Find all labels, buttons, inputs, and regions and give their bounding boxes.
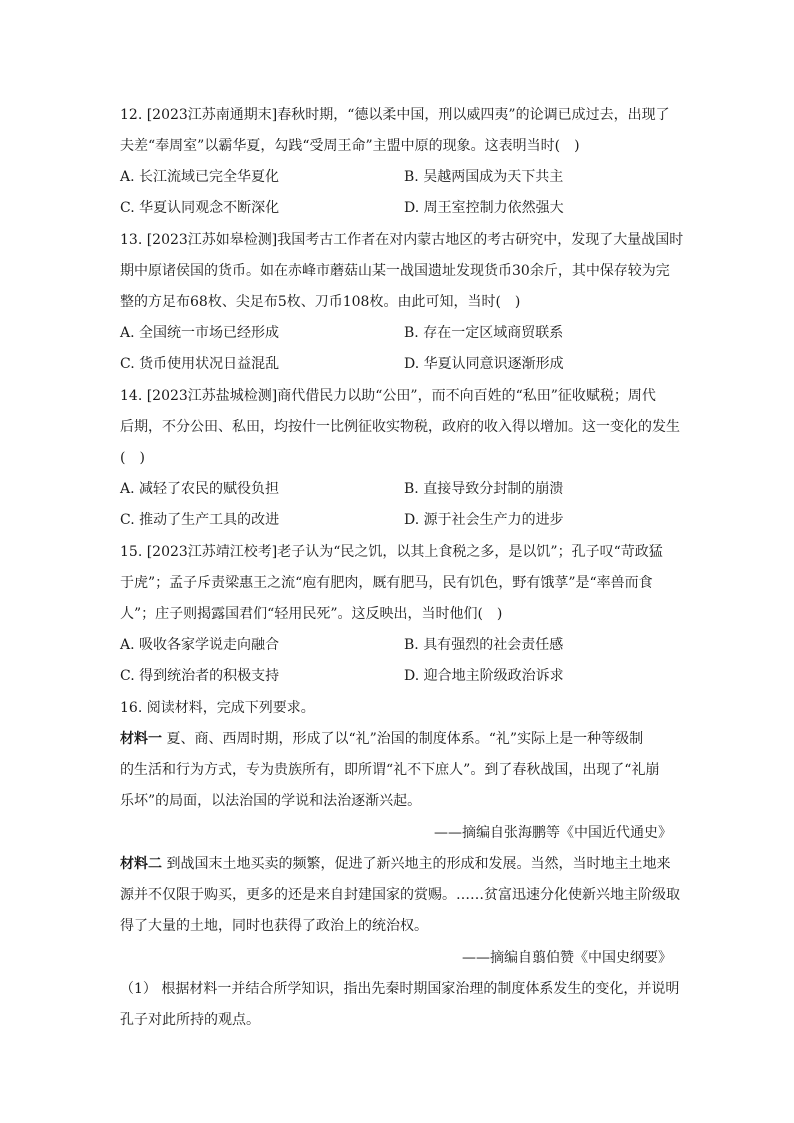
q12-option-a: A. 长江流域已完全华夏化 <box>120 169 280 185</box>
q14-option-a: A. 减轻了农民的赋役负担 <box>120 481 280 497</box>
q14-option-b: B. 直接导致分封制的崩溃 <box>404 481 564 497</box>
q16-sub1-line1: （1） 根据材料一并结合所学知识，指出先秦时期国家治理的制度体系发生的变化，并说明 <box>120 981 680 997</box>
q13-option-a: A. 全国统一市场已经形成 <box>120 325 280 341</box>
q15-option-d: D. 迎合地主阶级政治诉求 <box>404 668 564 684</box>
q14-stem-line1: 14. [2023江苏盐城检测]商代借民力以助“公田”，而不向百姓的“私田”征收赋税；周代 <box>120 388 656 404</box>
q14-stem-line2: 后期，不分公田、私田，均按什一比例征收实物税，政府的收入得以增加。这一变化的发生 <box>120 419 680 435</box>
q14-option-c: C. 推动了生产工具的改进 <box>120 512 280 528</box>
q13-stem-line1: 13. [2023江苏如皋检测]我国考古工作者在对内蒙古地区的考古研究中，发现了大量战国时 <box>120 232 684 248</box>
q12-option-c: C. 华夏认同观念不断深化 <box>120 200 280 216</box>
q15-stem-line2: 于虎”；孟子斥责梁惠王之流“庖有肥肉，厩有肥马，民有饥色，野有饿莩”是“率兽而食 <box>120 575 653 591</box>
q16-material1-source: ——摘编自张海鹏等《中国近代通史》 <box>434 825 672 841</box>
q14-stem-line3: ( ) <box>120 450 145 466</box>
q16-material2-line1 <box>120 853 670 873</box>
q14-option-d: D. 源于社会生产力的进步 <box>404 512 564 528</box>
q16-sub1-line2: 孔子对此所持的观点。 <box>120 1012 260 1028</box>
material1-label: 材料一 <box>120 731 162 747</box>
q12-option-d: D. 周王室控制力依然强大 <box>404 200 564 216</box>
q15-option-c: C. 得到统治者的积极支持 <box>120 668 280 684</box>
q15-stem-line1: 15. [2023江苏靖江校考]老子认为“民之饥，以其上食税之多，是以饥”；孔子叹“苛政猛 <box>120 544 663 560</box>
material2-text: 到战国末土地买卖的频繁，促进了新兴地主的形成和发展。当然，当时地主土地来 <box>162 856 671 872</box>
q13-option-d: D. 华夏认同意识逐渐形成 <box>404 356 564 372</box>
q13-option-c: C. 货币使用状况日益混乱 <box>120 356 280 372</box>
material2-label: 材料二 <box>120 856 162 872</box>
q16-material1-line1 <box>120 728 643 748</box>
q12-option-b: B. 吴越两国成为天下共主 <box>404 169 564 185</box>
q15-option-b: B. 具有强烈的社会责任感 <box>404 637 564 653</box>
q16-material2-line3: 得了大量的土地，同时也获得了政治上的统治权。 <box>120 918 428 934</box>
q16-material2-source: ——摘编自翦伯赞《中国史纲要》 <box>462 950 672 966</box>
q12-stem-line1: 12. [2023江苏南通期末]春秋时期，“德以柔中国，刑以威四夷”的论调已成过去，出现了 <box>120 107 670 123</box>
q15-stem-line3: 人”；庄子则揭露国君们“轻用民死”。这反映出，当时他们( ) <box>120 606 503 622</box>
q16-material1-line3: 乐坏”的局面，以法治国的学说和法治逐渐兴起。 <box>120 793 422 809</box>
q13-stem-line3: 整的方足布68枚、尖足布5枚、刀币108枚。由此可知，当时( ) <box>120 294 521 310</box>
q12-stem-line2: 夫差“奉周室”以霸华夏，勾践“受周王命”主盟中原的现象。这表明当时( ) <box>120 138 580 154</box>
q13-option-b: B. 存在一定区域商贸联系 <box>404 325 564 341</box>
q13-stem-line2: 期中原诸侯国的货币。如在赤峰市蘑菇山某一战国遗址发现货币30余斤，其中保存较为完 <box>120 263 670 279</box>
q16-material1-line2: 的生活和行为方式，专为贵族所有，即所谓“礼不下庶人”。到了春秋战国，出现了“礼崩 <box>120 762 660 778</box>
q15-option-a: A. 吸收各家学说走向融合 <box>120 637 280 653</box>
material1-text: 夏、商、西周时期，形成了以“礼”治国的制度体系。“礼”实际上是一种等级制 <box>162 731 644 747</box>
q16-material2-line2: 源并不仅限于购买，更多的还是来自封建国家的赏赐。……贫富迅速分化使新兴地主阶级取 <box>120 887 680 903</box>
q16-intro: 16. 阅读材料，完成下列要求。 <box>120 700 315 716</box>
